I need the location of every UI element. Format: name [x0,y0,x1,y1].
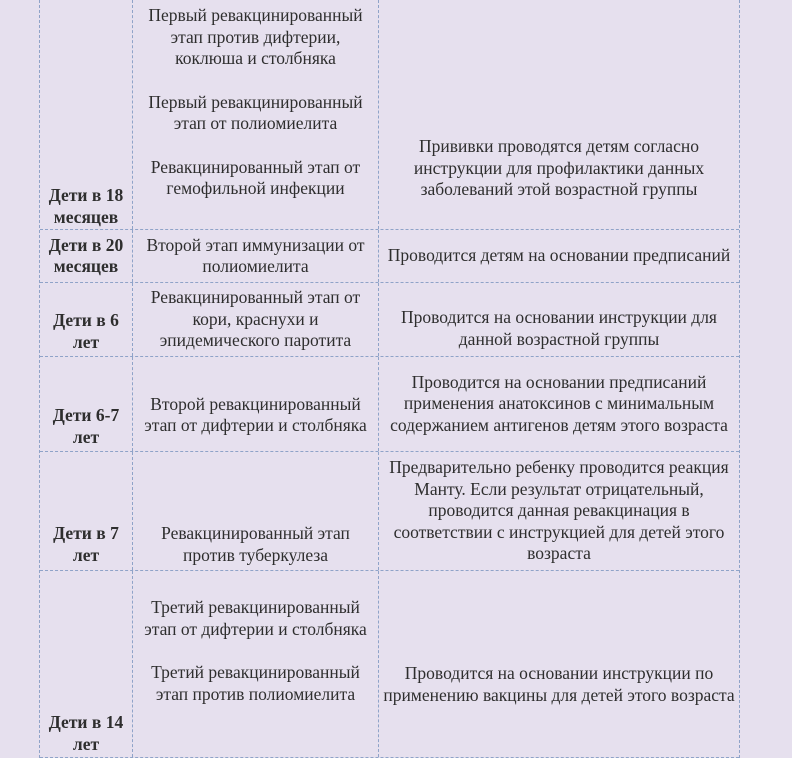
vaccine-text: Ревакцинированный этап от гемофильной инфекции [150,156,361,198]
note-text: Проводится детям на основании предписаний [387,245,731,266]
age-cell [40,357,132,451]
note-text: Проводится на основании инструкции по применению вакцины для детей этого возраста [383,663,735,705]
age-label: Дети в 20 месяцев [48,234,124,276]
age-cell [40,452,132,570]
vaccine-cell [132,452,379,570]
age-label: Дети в 6 лет [53,310,119,352]
vaccine-text: Первый ревакцинированный этап против дифтерии, коклюша и столбняка [148,5,363,68]
vaccine-cell [132,571,379,757]
vaccine-cell [132,0,379,229]
note-cell [379,571,739,757]
age-cell [40,571,132,757]
vaccine-text: Второй ревакцинированный этап от дифтерии и столбняка [144,393,367,435]
table-row [40,452,739,571]
vaccine-cell [132,230,379,282]
note-cell [379,357,739,451]
age-label: Дети в 14 лет [48,712,124,754]
vaccination-schedule-table [39,0,740,758]
age-label: Дети 6-7 лет [52,405,120,447]
note-text: Прививки проводятся детям согласно инструкции для профилактики данных заболеваний этой возрастной группы [413,136,705,199]
vaccine-text: Первый ревакцинированный этап от полиомиелита [148,91,363,133]
table-row [40,283,739,357]
age-label: Дети в 7 лет [53,523,119,565]
age-label: Дети в 18 месяцев [48,185,124,227]
age-cell [40,283,132,356]
vaccine-text: Ревакцинированный этап против туберкулеза [161,523,350,565]
vaccine-text: Ревакцинированный этап от кори, краснухи и эпидемического паротита [150,287,361,351]
table-row [40,230,739,283]
vaccine-text: Второй этап иммунизации от полиомиелита [146,234,365,276]
vaccine-cell [132,357,379,451]
age-cell [40,230,132,282]
vaccine-text: Третий ревакцинированный этап от дифтерии и столбняка [144,597,367,639]
note-cell [379,283,739,356]
note-text: Проводится на основании предписаний применения анатоксинов с минимальным содержанием антигенов детям этого возраста [390,371,728,435]
note-cell [379,230,739,282]
note-text: Проводится на основании инструкции для данной возрастной группы [401,307,717,349]
age-cell [40,0,132,229]
note-cell [379,452,739,570]
vaccine-cell [132,283,379,356]
table-row [40,357,739,452]
note-cell [379,0,739,229]
vaccine-text: Третий ревакцинированный этап против полиомиелита [151,662,360,704]
note-text: Предварительно ребенку проводится реакция Манту. Если результат отрицательный, проводится данная ревакцинация в соответствии с инструкцией для детей этого возраста [389,457,729,564]
table-row [40,571,739,758]
table-row [40,0,739,230]
